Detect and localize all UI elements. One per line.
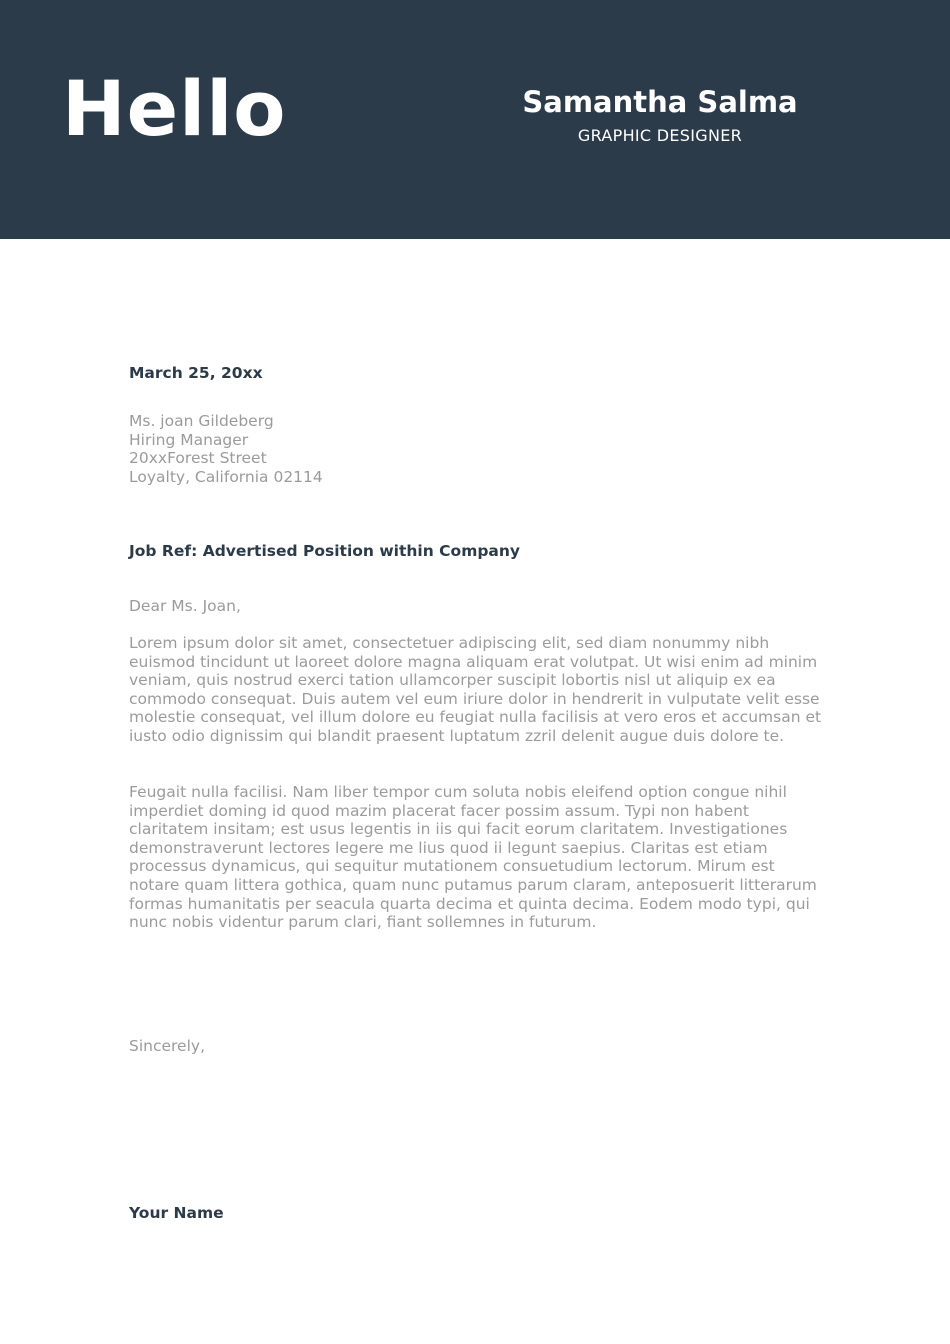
body-paragraph: Feugait nulla facilisi. Nam liber tempor cum soluta nobis eleifend option congue nihil imperdiet doming id quod mazim placerat facer possim assum. Typi non habent claritatem insitam; est usus legentis in iis qui facit eorum claritatem. Investigationes demonstraverunt lectores legere me lius quod ii legunt saepius. Claritas est etiam processus dynamicus, qui sequitur mutationem consuetudium lectorum. Mirum est notare quam littera gothica, quam nunc putamus parum claram, anteposuerit litterarum formas humanitatis per seacula quarta decima et quinta decima. Eodem modo typi, qui nunc nobis videntur parum clari, fiant sollemnes in futurum. (129, 783, 817, 932)
name-block (470, 84, 850, 146)
salutation: Dear Ms. Joan, (129, 597, 241, 615)
person-job-title: GRAPHIC DESIGNER (577, 126, 743, 145)
letter-date: March 25, 20xx (129, 364, 263, 382)
recipient-address (129, 412, 829, 486)
recipient-city: Loyalty, California 02114 (129, 467, 323, 486)
job-reference: Job Ref: Advertised Position within Company (129, 542, 521, 560)
body-paragraph: Lorem ipsum dolor sit amet, consectetuer adipiscing elit, sed diam nonummy nibh euismod tincidunt ut laoreet dolore magna aliquam erat volutpat. Ut wisi enim ad minim veniam, quis nostrud exerci tation ullamcorper suscipit lobortis nisl ut aliquip ex ea commodo consequat. Duis autem vel eum iriure dolor in hendrerit in vulputate velit esse molestie consequat, vel illum dolore eu feugiat nulla facilisis at vero eros et accumsan et iusto odio dignissim qui blandit praesent luptatum zzril delenit augue duis dolore te. (129, 634, 822, 745)
recipient-street: 20xxForest Street (129, 449, 267, 468)
signature-name: Your Name (129, 1204, 224, 1222)
person-name: Samantha Salma (522, 85, 798, 119)
recipient-position: Hiring Manager (129, 430, 249, 449)
greeting-heading: Hello (62, 64, 287, 153)
recipient-name: Ms. joan Gildeberg (129, 412, 274, 430)
closing: Sincerely, (129, 1037, 206, 1055)
header-band (0, 0, 950, 239)
